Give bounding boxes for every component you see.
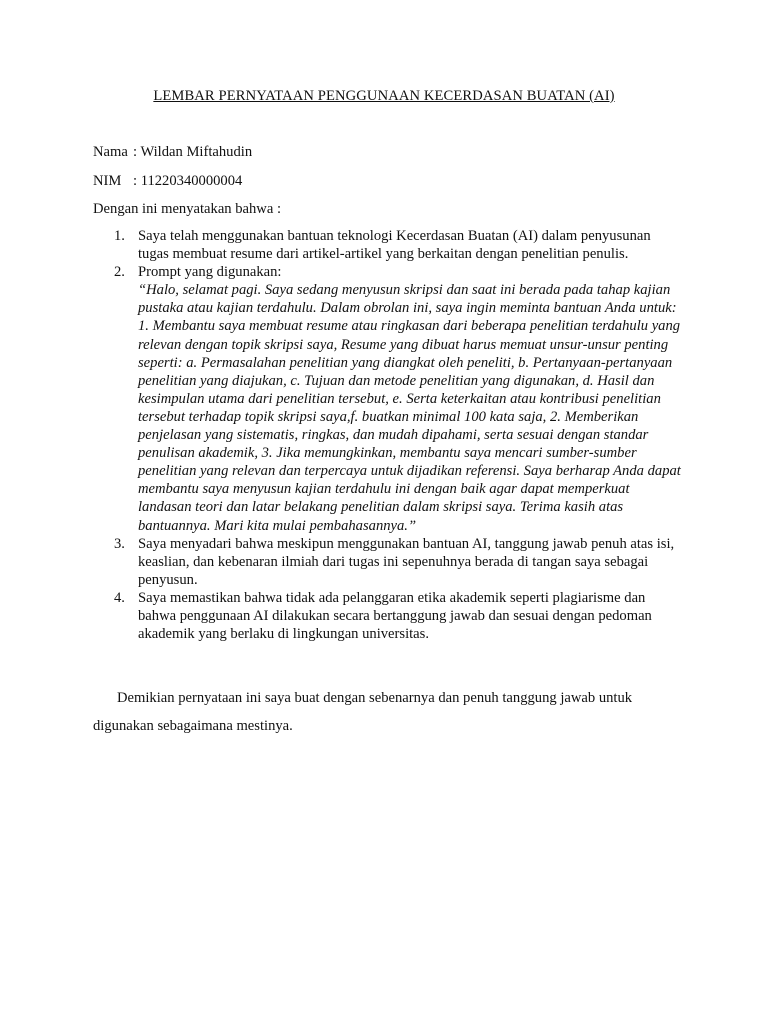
nim-field	[93, 172, 242, 190]
name-value: : Wildan Miftahudin	[133, 144, 253, 160]
intro-text: Dengan ini menyatakan bahwa :	[93, 201, 282, 217]
closing-statement-continued: digunakan sebagaimana mestinya.	[93, 718, 293, 734]
list-item-number: 2.	[114, 264, 125, 281]
list-item-number: 3.	[114, 535, 125, 552]
list-item-text: Saya telah menggunakan bantuan teknologi Kecerdasan Buatan (AI) dalam penyusunan tugas membuat resume dari artikel-artikel yang berkaitan dengan penelitian penulis.	[138, 228, 651, 263]
nim-label: NIM	[93, 173, 122, 189]
prompt-text: “Halo, selamat pagi. Saya sedang menyusun skripsi dan saat ini berada pada tahap kajian pustaka atau kajian terdahulu. Dalam obrolan ini, saya ingin meminta bantuan Anda untuk: 1. Membantu saya membuat resume atau ringkasan dari beberapa penelitian terdahulu yang relevan dengan topik skripsi saya, Resume yang dibuat harus memuat unsur-unsur penting seperti: a. Permasalahan penelitian yang diangkat oleh peneliti, b. Pertanyaan-pertanyaan penelitian yang diajukan, c. Tujuan dan metode penelitian yang digunakan, d. Hasil dan kesimpulan utama dari penelitian tersebut, e. Serta keterkaitan atau kontribusi penelitian tersebut terhadap topik skripsi saya,f. buatkan minimal 100 kata saja, 2. Memberikan penjelasan yang sistematis, ringkas, dan mudah dipahami, serta sesuai dengan standar penulisan akademik, 3. Jika memungkinkan, membantu saya mencari sumber-sumber penelitian yang relevan dan terpercaya untuk dijadikan referensi. Saya berharap Anda dapat membantu saya menyusun kajian terdahulu ini dengan baik agar dapat memperkuat landasan teori dan latar belakang penelitian dalam skripsi saya. Terima kasih atas bantuannya. Mari kita mulai pembahasannya.”	[138, 282, 681, 534]
list-item-text: Prompt yang digunakan:	[138, 264, 282, 281]
document-title: LEMBAR PERNYATAAN PENGGUNAAN KECERDASAN BUATAN (AI)	[153, 88, 615, 104]
nim-value: : 11220340000004	[133, 173, 243, 189]
list-item-number: 1.	[114, 228, 125, 244]
list-item	[93, 535, 683, 589]
list-item	[93, 589, 683, 643]
statement-list	[93, 227, 683, 643]
list-item	[93, 263, 683, 534]
closing-statement: Demikian pernyataan ini saya buat dengan sebenarnya dan penuh tanggung jawab untuk	[117, 690, 633, 706]
list-item-number: 4.	[114, 589, 125, 606]
list-item	[93, 227, 683, 263]
list-item-text: Saya memastikan bahwa tidak ada pelanggaran etika akademik seperti plagiarisme dan bahwa penggunaan AI dilakukan secara bertanggung jawab dan sesuai dengan pedoman akademik yang berlaku di lingkungan universitas.	[138, 589, 652, 643]
name-field	[93, 143, 252, 161]
list-item-text: Saya menyadari bahwa meskipun menggunakan bantuan AI, tanggung jawab penuh atas isi, keaslian, dan kebenaran ilmiah dari tugas ini sepenuhnya berada di tangan saya sebagai penyusun.	[138, 535, 675, 588]
name-label: Nama	[93, 144, 128, 160]
